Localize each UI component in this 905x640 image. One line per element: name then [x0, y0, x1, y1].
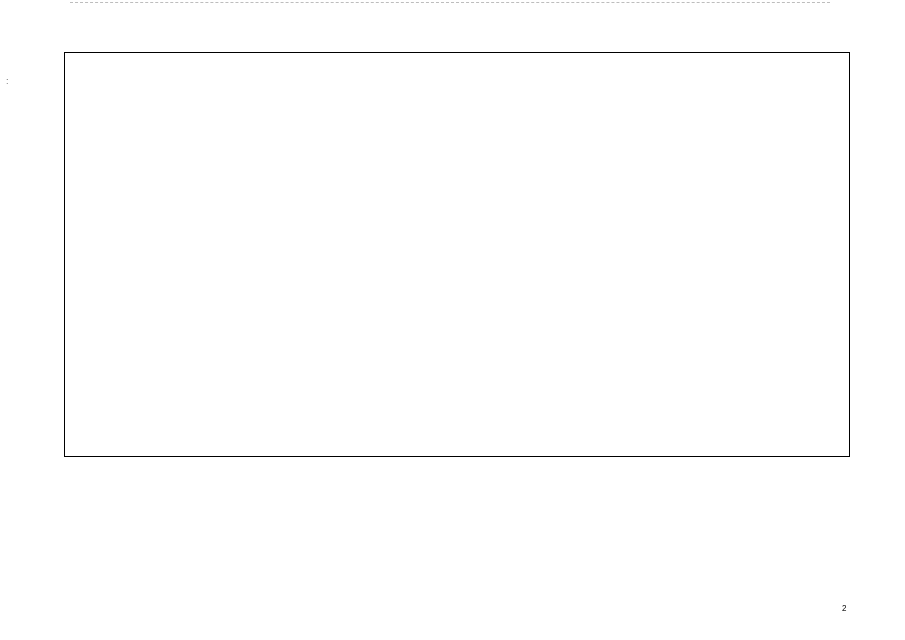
document-summary [64, 52, 850, 457]
page-number: 2 [842, 604, 847, 613]
top-crop-rule [70, 2, 830, 3]
edge-mark: : [6, 76, 9, 86]
